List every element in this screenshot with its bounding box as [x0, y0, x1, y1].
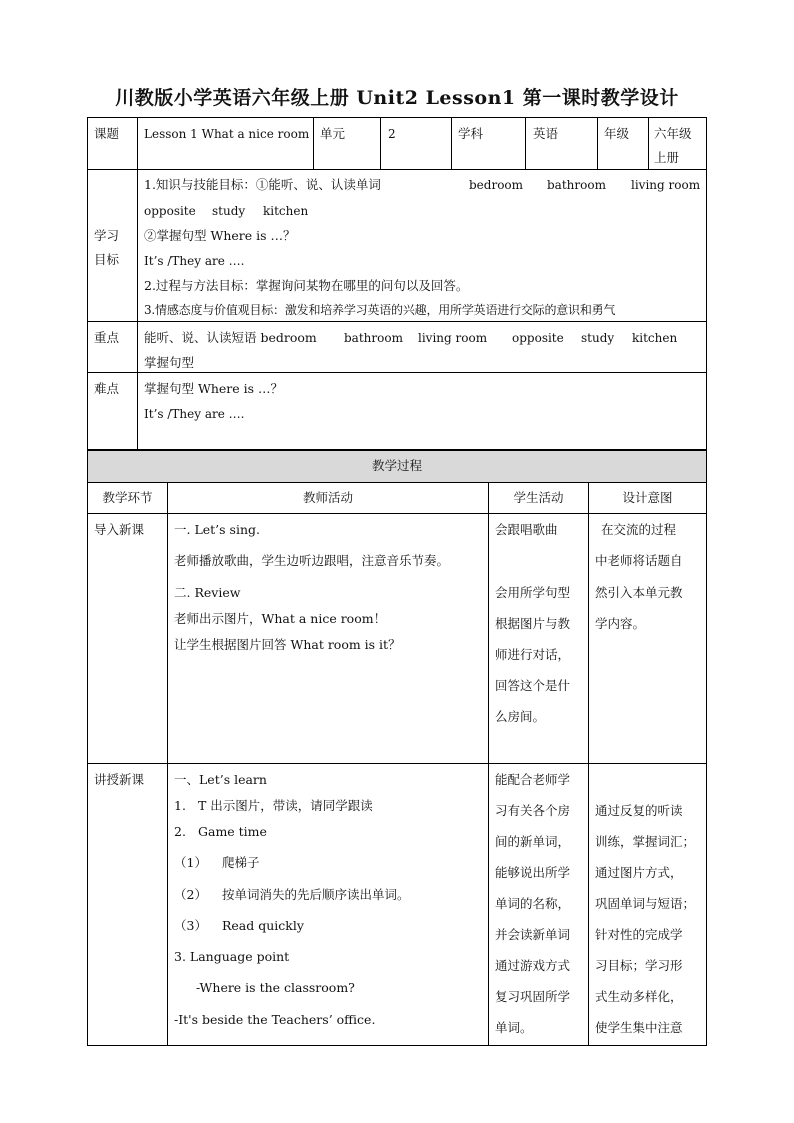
- grade-label: 年级: [604, 126, 630, 141]
- teach-intent-line: 使学生集中注意: [595, 1020, 683, 1035]
- unit-value: 2: [388, 127, 396, 141]
- teach-teacher-num: 2.: [174, 824, 186, 839]
- column-header-intent: 设计意图: [622, 490, 673, 505]
- topic-label: 课题: [94, 126, 120, 141]
- intro-intent-line: 中老师将话题自: [595, 553, 683, 568]
- teach-intent-line: 通过反复的听读: [595, 803, 683, 818]
- intro-stage: 导入新课: [94, 522, 145, 537]
- objective-line3: ②掌握句型 Where is …？: [144, 228, 296, 243]
- key-points-label: 重点: [94, 330, 120, 345]
- key-points-line2: 掌握句型: [144, 355, 195, 370]
- teach-student-line: 并会读新单词: [495, 927, 571, 942]
- objective-line6: 3.情感态度与价值观目标：激发和培养学习英语的兴趣，用所学英语进行交际的意识和勇气: [144, 303, 616, 317]
- intro-intent-line: 在交流的过程: [601, 522, 677, 537]
- key-point-word: opposite: [512, 331, 564, 345]
- key-point-word: study: [581, 331, 615, 345]
- teach-student-line: 习有关各个房: [495, 803, 571, 818]
- teach-teacher-num: 1.: [174, 798, 186, 813]
- teach-student-line: 间的新单词，: [495, 834, 571, 849]
- intro-intent-line: 学内容。: [595, 616, 646, 631]
- teach-intent-line: 巩固单词与短语；: [595, 896, 696, 911]
- subject-label: 学科: [458, 126, 484, 141]
- difficulties-label: 难点: [94, 381, 120, 396]
- difficulties-line1: 掌握句型 Where is …？: [144, 381, 284, 396]
- teach-teacher-line: T 出示图片，带读，请同学跟读: [198, 798, 373, 813]
- process-header: 教学过程: [371, 458, 422, 473]
- teach-teacher-line: Game time: [198, 824, 267, 839]
- objective-line4: It’s /They are ….: [144, 254, 245, 268]
- teach-stage: 讲授新课: [94, 772, 145, 787]
- key-point-word: kitchen: [632, 331, 678, 345]
- teach-student-line: 能配合老师学: [495, 772, 571, 787]
- column-header-stage: 教学环节: [102, 490, 153, 505]
- objective-word: bathroom: [547, 178, 606, 192]
- teach-teacher-num: （1）: [174, 855, 207, 870]
- teach-teacher-num: （3）: [174, 918, 207, 933]
- intro-student-line: 会用所学句型: [495, 585, 571, 600]
- objective-word: living room: [631, 178, 701, 192]
- teach-teacher-line: -Where is the classroom?: [196, 980, 355, 995]
- intro-student-line: 根据图片与教: [495, 616, 571, 631]
- topic-value: Lesson 1 What a nice room: [144, 127, 310, 141]
- teach-teacher-num: （2）: [174, 887, 207, 902]
- key-point-word: bathroom: [344, 331, 403, 345]
- teach-teacher-line: Read quickly: [222, 918, 304, 933]
- intro-teacher-line: 一. Let’s sing.: [174, 522, 260, 537]
- subject-value: 英语: [533, 126, 559, 141]
- column-header-student: 学生活动: [513, 490, 564, 505]
- objective-word: kitchen: [263, 204, 309, 218]
- objectives-label-1: 学习: [94, 228, 120, 243]
- teach-teacher-line: 3. Language point: [174, 949, 290, 964]
- intro-student-line: 师进行对话，: [495, 647, 571, 662]
- grade-value-line1: 六年级: [654, 126, 692, 141]
- teach-student-line: 能够说出所学: [495, 865, 571, 880]
- intro-teacher-line: 二. Review: [174, 585, 241, 600]
- teach-teacher-line: 按单词消失的先后顺序读出单词。: [222, 887, 410, 902]
- intro-student-1: 会跟唱歌曲: [495, 522, 558, 537]
- intro-teacher-line: 老师播放歌曲，学生边听边跟唱，注意音乐节奏。: [174, 553, 450, 568]
- teach-teacher-line: 爬梯子: [222, 855, 260, 870]
- key-point-word: living room: [418, 331, 488, 345]
- teach-intent-line: 习目标；学习形: [595, 958, 683, 973]
- teach-student-line: 复习巩固所学: [495, 989, 571, 1004]
- objective-word: opposite: [144, 204, 196, 218]
- key-points-line1-prefix: 能听、说、认读短语 bedroom: [144, 330, 317, 345]
- intro-student-line: 么房间。: [495, 709, 546, 724]
- objective-line5: 2.过程与方法目标：掌握询问某物在哪里的问句以及回答。: [144, 278, 469, 293]
- objectives-label-2: 目标: [94, 252, 120, 267]
- difficulties-line2: It’s /They are ….: [144, 407, 245, 421]
- intro-student-line: 回答这个是什: [495, 678, 571, 693]
- intro-teacher-line: 让学生根据图片回答 What room is it？: [174, 637, 401, 652]
- teach-intent-line: 式生动多样化，: [595, 989, 683, 1004]
- teach-student-line: 单词。: [495, 1020, 533, 1035]
- objective-line1-prefix: 1.知识与技能目标：①能听、说、认读单词: [144, 177, 381, 192]
- teach-teacher-line: 一、Let’s learn: [174, 772, 267, 787]
- teach-intent-line: 通过图片方式，: [595, 865, 683, 880]
- unit-label: 单元: [320, 126, 346, 141]
- intro-teacher-line: 老师出示图片，What a nice room！: [174, 611, 387, 626]
- objective-word: study: [212, 204, 246, 218]
- teach-intent-line: 针对性的完成学: [595, 927, 683, 942]
- objective-word: bedroom: [469, 178, 524, 192]
- teach-intent-line: 训练，掌握词汇；: [595, 834, 696, 849]
- intro-intent-line: 然引入本单元教: [595, 585, 683, 600]
- teach-teacher-line: -It's beside the Teachers’ office.: [174, 1012, 376, 1027]
- grade-value-line2: 上册: [654, 150, 680, 165]
- column-header-teacher: 教师活动: [302, 490, 353, 505]
- teach-student-line: 单词的名称，: [495, 896, 571, 911]
- teach-student-line: 通过游戏方式: [495, 958, 571, 973]
- document-title: 川教版小学英语六年级上册 Unit2 Lesson1 第一课时教学设计: [115, 87, 679, 109]
